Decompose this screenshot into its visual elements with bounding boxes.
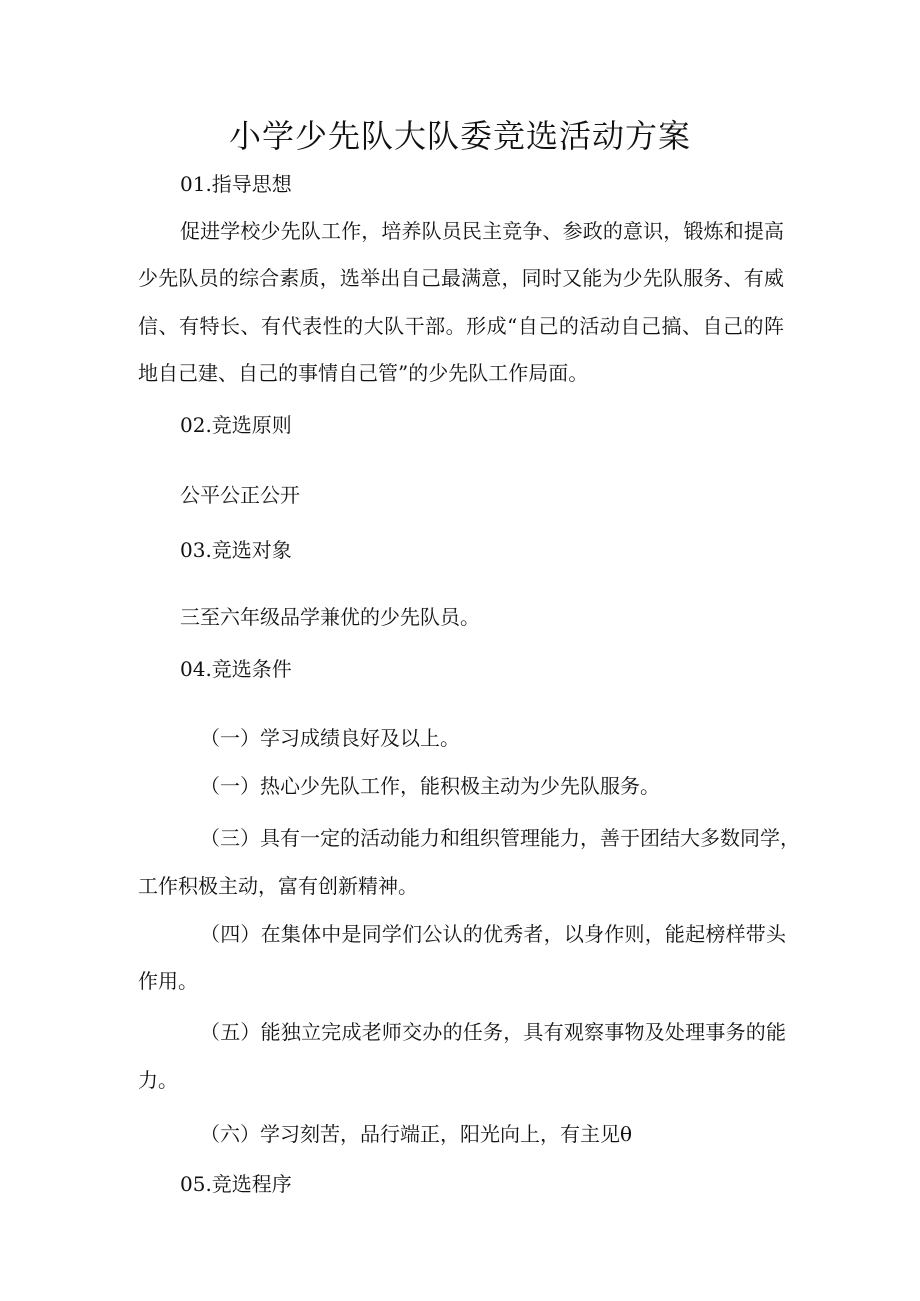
paragraph-line: 地自己建、自己的事情自己管”的少先队工作局面。	[138, 361, 589, 385]
section-heading-election-principle: 02.竞选原则	[180, 413, 292, 437]
section-heading-election-target: 03.竞选对象	[180, 538, 292, 562]
paragraph-line: 少先队员的综合素质，选举出自己最满意，同时又能为少先队服务、有威	[138, 266, 784, 290]
condition-item-continuation: 工作积极主动，富有创新精神。	[138, 874, 418, 898]
condition-item: （五）能独立完成老师交办的任务，具有观察事物及处理事务的能	[200, 1020, 786, 1044]
condition-item: （一）学习成绩良好及以上。	[200, 726, 460, 750]
condition-item-continuation: 作用。	[138, 969, 198, 993]
section-text: 公平公正公开	[180, 483, 300, 507]
paragraph-line: 促进学校少先队工作，培养队员民主竞争、参政的意识，锻炼和提高	[180, 219, 784, 243]
condition-item: （六）学习刻苦，品行端正，阳光向上，有主见θ	[200, 1122, 633, 1146]
section-heading-election-conditions: 04.竞选条件	[180, 657, 292, 681]
document-title: 小学少先队大队委竞选活动方案	[228, 117, 691, 155]
section-text: 三至六年级品学兼优的少先队员。	[180, 605, 480, 629]
condition-item: （三）具有一定的活动能力和组织管理能力，善于团结大多数同学，	[200, 826, 800, 850]
condition-item: （一）热心少先队工作，能积极主动为少先队服务。	[200, 774, 660, 798]
paragraph-line: 信、有特长、有代表性的大队干部。形成“自己的活动自己搞、自己的阵	[138, 314, 784, 338]
condition-item-continuation: 力。	[138, 1068, 178, 1092]
section-heading-election-procedure: 05.竞选程序	[180, 1172, 292, 1196]
condition-item: （四）在集体中是同学们公认的优秀者，以身作则，能起榜样带头	[200, 922, 786, 946]
section-heading-guiding-ideology: 01.指导思想	[180, 172, 292, 196]
